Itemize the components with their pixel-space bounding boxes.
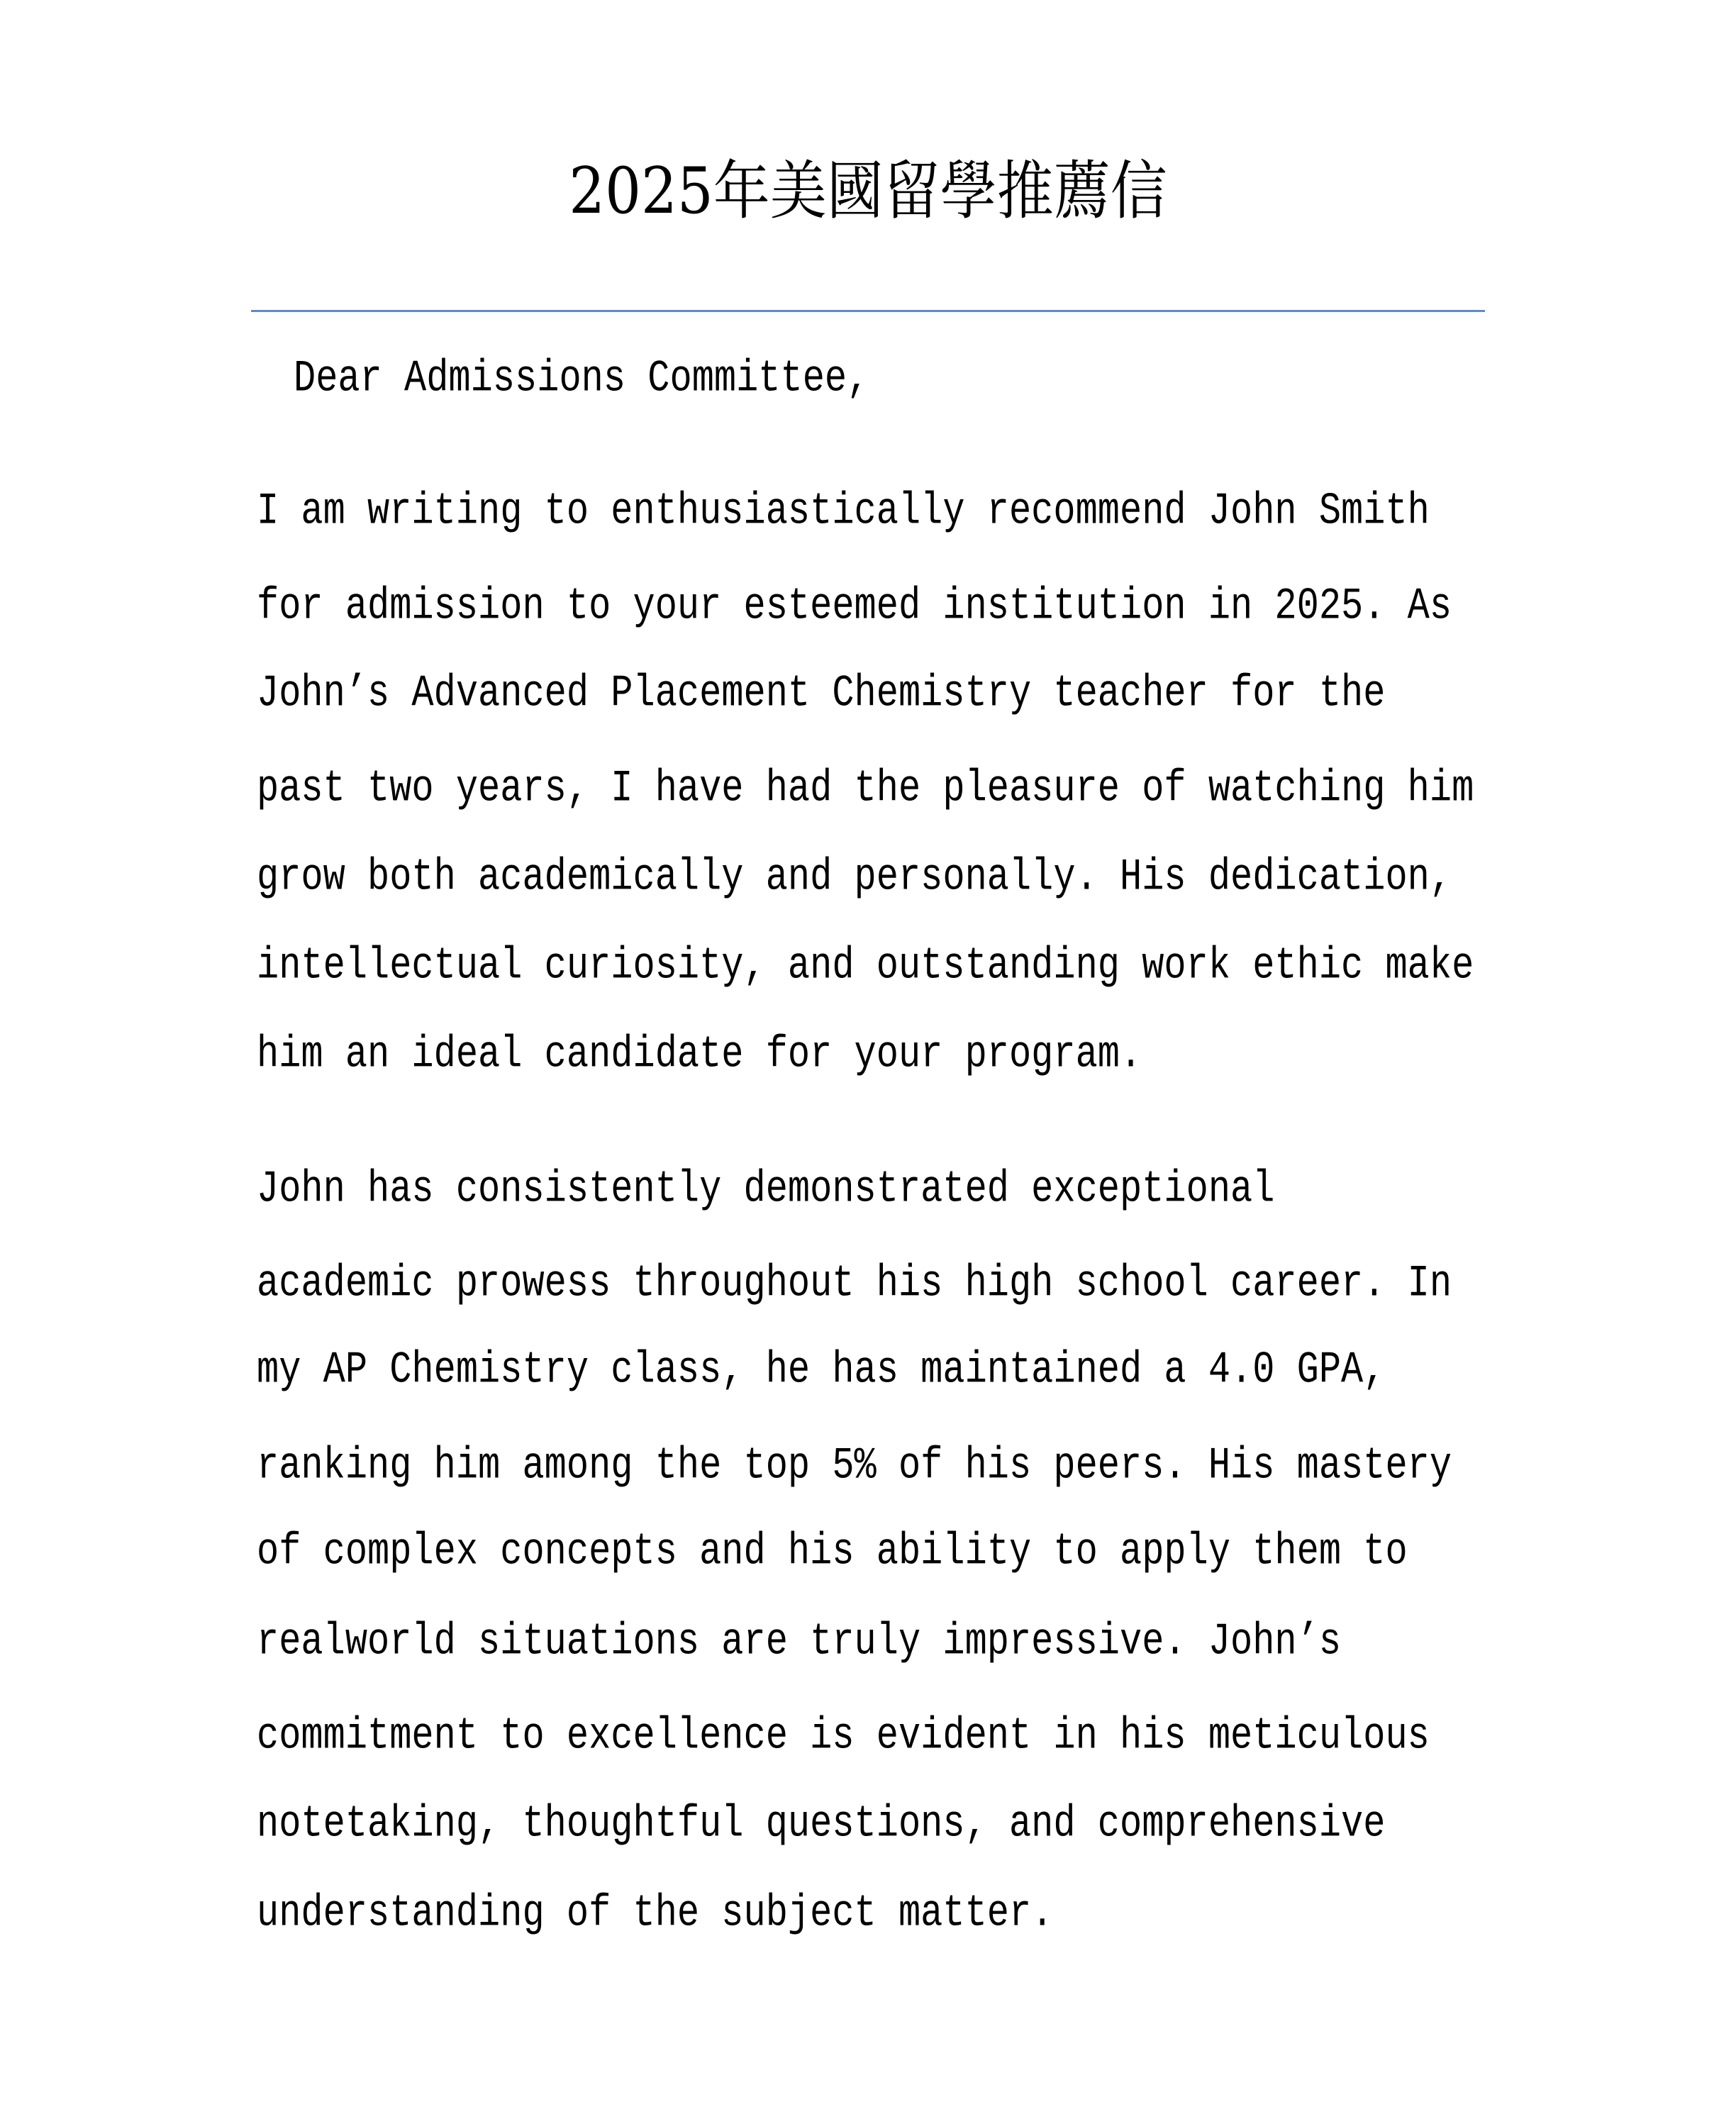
salutation: Dear Admissions Committee, [294, 352, 869, 404]
paragraph-line: I am writing to enthusiastically recommend John Smith [257, 485, 1430, 537]
paragraph-line: of complex concepts and his ability to apply them to [257, 1525, 1408, 1577]
paragraph-line: John has consistently demonstrated exceptional [257, 1163, 1275, 1215]
paragraph-line: my AP Chemistry class, he has maintained a 4.0 GPA, [257, 1344, 1386, 1396]
paragraph-line: him an ideal candidate for your program. [257, 1028, 1142, 1080]
paragraph-line: realworld situations are truly impressive. John’s [257, 1616, 1342, 1667]
paragraph-line: intellectual curiosity, and outstanding work ethic make [257, 940, 1474, 991]
paragraph-line: ranking him among the top 5% of his peers. His mastery [257, 1440, 1452, 1491]
paragraph-line: grow both academically and personally. His dedication, [257, 851, 1452, 903]
paragraph-line: understanding of the subject matter. [257, 1887, 1054, 1939]
title-divider [251, 310, 1485, 312]
paragraph-line: academic prowess throughout his high school career. In [257, 1257, 1452, 1309]
paragraph-line: John’s Advanced Placement Chemistry teacher for the [257, 667, 1386, 719]
paragraph-line: notetaking, thoughtful questions, and comprehensive [257, 1798, 1386, 1850]
paragraph-line: for admission to your esteemed institution in 2025. As [257, 580, 1452, 632]
paragraph-line: commitment to excellence is evident in his meticulous [257, 1710, 1430, 1762]
paragraph-line: past two years, I have had the pleasure of watching him [257, 762, 1474, 814]
document-title: 2025年美國留學推薦信 [569, 154, 1167, 228]
